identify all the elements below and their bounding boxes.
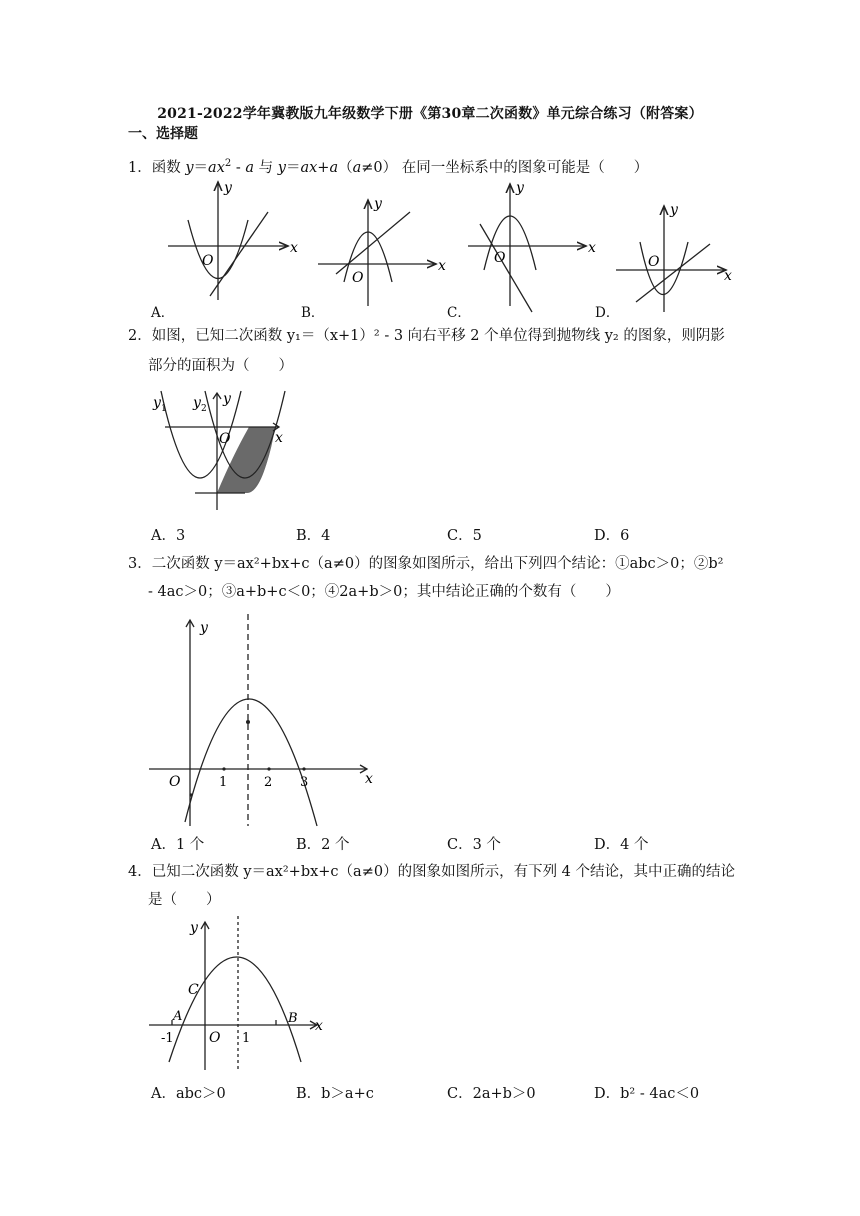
q4-figure — [145, 912, 345, 1072]
q4-point-b: B — [288, 1011, 298, 1026]
q1a-y-label: y — [224, 180, 232, 196]
q1-label-d: D． — [595, 305, 620, 321]
q4-tick-1: 1 — [242, 1031, 251, 1046]
q4-point-c: C — [188, 982, 199, 998]
q2-option-a: A．3 — [151, 528, 186, 544]
q2-figure — [145, 385, 305, 515]
q1d-y-label: y — [670, 202, 678, 218]
q1b-origin: O — [352, 270, 364, 286]
q3-option-c: C．3 个 — [447, 837, 501, 853]
q2-y-label: y — [223, 391, 231, 407]
q2-y1-label: y — [153, 395, 161, 411]
q1-graph-d — [616, 206, 726, 312]
question-1-text: 1．函数 $y=ax^2 - a$ 与 y＝ax+a（a≠0） 在同一坐标系中的图象可能是（ ） — [128, 158, 649, 176]
q1b-y-label: y — [374, 196, 382, 212]
q4-option-a: A．abc＞0 — [151, 1086, 226, 1102]
q1-graph-a — [168, 182, 288, 300]
q2-option-b: B．4 — [296, 528, 331, 544]
q4-origin: O — [209, 1030, 221, 1046]
q3-option-d: D．4 个 — [594, 837, 649, 853]
q1c-origin: O — [494, 250, 506, 266]
q4-point-a: A — [173, 1009, 183, 1024]
question-3-line1 — [128, 554, 723, 574]
q3-line1: 二次函数 y＝ax²+bx+c（a≠0）的图象如图所示，给出下列四个结论：①abc＞0；②b² — [151, 556, 724, 572]
q1-graph-c — [468, 184, 586, 312]
q1-figures — [140, 172, 760, 322]
q1-graph-b — [318, 200, 436, 306]
q1c-x-label: x — [588, 240, 596, 256]
q3-tick-3: 3 — [300, 775, 309, 790]
q1-number: 1． — [128, 159, 152, 176]
section-heading: 一、选择题 — [128, 126, 198, 142]
q1c-y-label: y — [516, 180, 524, 196]
q2-origin: O — [219, 431, 231, 447]
q4-number: 4． — [128, 864, 152, 880]
q3-number: 3． — [128, 556, 152, 572]
q2-number: 2． — [128, 328, 152, 344]
q3-tick-2: 2 — [264, 775, 273, 790]
q3-line2: - 4ac＞0；③a+b+c＜0；④2a+b＞0；其中结论正确的个数有（ ） — [148, 584, 620, 600]
q3-option-a: A．1 个 — [151, 837, 205, 853]
question-4-line1 — [128, 862, 735, 882]
q2-line1: 如图，已知二次函数 y₁＝（x+1）² - 3 向右平移 2 个单位得到抛物线 y₂ 的图象，则阴影 — [151, 328, 725, 344]
page-title: 2021-2022学年冀教版九年级数学下册《第30章二次函数》单元综合练习（附答案） — [157, 106, 703, 122]
q2-y2-sub: 2 — [201, 404, 207, 414]
q1-text-a: 函数 — [151, 159, 186, 176]
q1-label-c: C． — [447, 305, 471, 321]
q1-label-b: B． — [301, 305, 325, 321]
q4-line1: 已知二次函数 y＝ax²+bx+c（a≠0）的图象如图所示，有下列 4 个结论，其中正确的结论 — [151, 864, 736, 880]
q3-origin: O — [169, 774, 181, 790]
q3-option-b: B．2 个 — [296, 837, 350, 853]
q1a-origin: O — [202, 253, 214, 269]
question-2-line1 — [128, 326, 725, 346]
q2-line2: 部分的面积为（ ） — [148, 358, 293, 374]
q1a-x-label: x — [290, 240, 298, 256]
q3-figure — [145, 612, 385, 828]
q1-label-a: A． — [151, 305, 175, 321]
q1d-origin: O — [648, 254, 660, 270]
q2-x-label: x — [275, 430, 283, 446]
q1d-x-label: x — [724, 268, 732, 284]
q1-text-b: 在同一坐标系中的图象可能是（ ） — [397, 159, 649, 176]
q3-x-label: x — [365, 771, 373, 787]
q3-tick-1: 1 — [219, 775, 228, 790]
q4-tick-neg1: -1 — [161, 1031, 174, 1046]
q4-y-label: y — [190, 920, 198, 936]
q4-x-label: x — [315, 1018, 323, 1034]
q4-line2: 是（ ） — [148, 892, 221, 908]
q2-option-c: C．5 — [447, 528, 482, 544]
q1b-x-label: x — [438, 258, 446, 274]
q4-option-c: C．2a+b＞0 — [447, 1086, 536, 1102]
q2-option-d: D．6 — [594, 528, 630, 544]
q2-y2-label: y — [193, 395, 201, 411]
q3-y-label: y — [200, 620, 208, 636]
q2-y1-sub: 1 — [161, 404, 167, 414]
q4-option-b: B．b＞a+c — [296, 1086, 374, 1102]
q4-option-d: D．b² - 4ac＜0 — [594, 1086, 700, 1102]
